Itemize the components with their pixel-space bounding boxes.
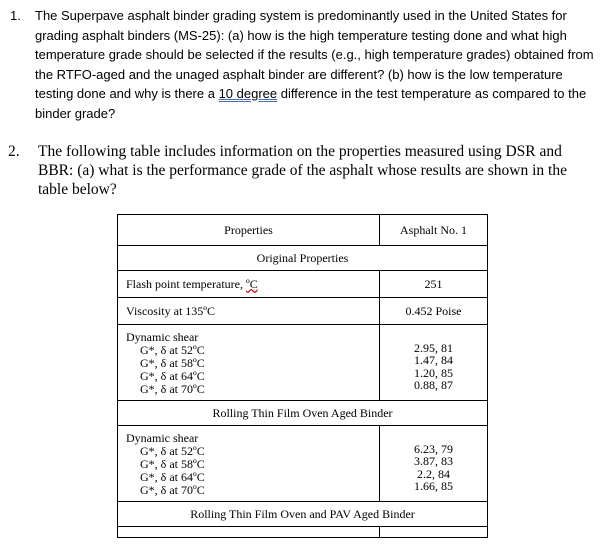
dsr-label-52: G*, δ at 52ºC	[140, 343, 205, 357]
question-1-number: 1.	[10, 8, 21, 23]
question-1-text	[35, 6, 600, 123]
original-value-52: 2.95, 81	[414, 340, 453, 355]
dsr-label-58: G*, δ at 58ºC	[140, 356, 205, 370]
header-properties: Properties	[118, 215, 380, 246]
dsr-rtfo-label-64: G*, δ at 64ºC	[140, 470, 205, 484]
question-1-text-b: difference in the test temperature as compared to the binder grade?	[35, 86, 587, 121]
cutoff-cell-right	[380, 527, 488, 538]
table-cutoff-row	[118, 527, 488, 538]
original-value-58: 1.47, 84	[414, 353, 453, 367]
rtfo-value-70: 1.66, 85	[414, 479, 453, 493]
viscosity-row	[118, 298, 488, 325]
original-value-64: 1.20, 85	[414, 365, 453, 380]
dsr-rtfo-label-52: G*, δ at 52ºC	[140, 444, 205, 458]
question-1	[10, 6, 600, 123]
flash-point-value: 251	[380, 271, 488, 298]
section-rtfo-row	[118, 401, 488, 426]
dsr-rtfo-row	[118, 426, 488, 502]
question-2	[8, 142, 600, 199]
dsr-label-64: G*, δ at 64ºC	[140, 369, 205, 383]
dsr-rtfo-values	[380, 426, 488, 502]
flash-point-unit: ºC	[245, 276, 258, 291]
dsr-original-values	[380, 325, 488, 401]
section-original-row	[118, 246, 488, 271]
dynamic-shear-label: Dynamic shear	[126, 330, 199, 344]
question-1-underlined: 10 degree	[218, 86, 278, 101]
flash-point-row	[118, 271, 488, 298]
section-rtfo: Rolling Thin Film Oven Aged Binder	[118, 401, 488, 426]
rtfo-value-64: 2.2, 84	[417, 466, 450, 481]
question-2-text: The following table includes information on the properties measured using DSR and BBR: (a) what is the performance grade of the asphalt whose results are shown in the table below?	[38, 143, 567, 198]
header-asphalt: Asphalt No. 1	[380, 215, 488, 246]
dsr-label-70: G*, δ at 70ºC	[140, 382, 205, 396]
original-value-70: 0.88, 87	[414, 378, 453, 392]
section-rtfo-pav-row	[118, 502, 488, 527]
cutoff-cell-left	[118, 527, 380, 538]
section-rtfo-pav: Rolling Thin Film Oven and PAV Aged Binder	[118, 502, 488, 527]
viscosity-label: Viscosity at 135ºC	[118, 298, 380, 325]
rtfo-value-58: 3.87, 83	[414, 454, 453, 468]
viscosity-value: 0.452 Poise	[380, 298, 488, 325]
rtfo-value-52: 6.23, 79	[414, 441, 453, 456]
dsr-rtfo-labels	[118, 426, 380, 502]
dsr-original-labels	[118, 325, 380, 401]
properties-table	[117, 214, 488, 538]
dsr-rtfo-label-58: G*, δ at 58ºC	[140, 457, 205, 471]
dsr-original-row	[118, 325, 488, 401]
flash-point-label	[118, 271, 380, 298]
question-1-text-a: The Superpave asphalt binder grading system is predominantly used in the United States for grading asphalt binders (MS-25): (a) how is the high temperature testing done and what high temperature grade should be selected if the results (e.g., high temperature grades) obtained from the RTFO-aged and the unaged asphalt binder are different? (b) how is the low temperature testing done and why is there a	[35, 8, 594, 101]
flash-point-label-text: Flash point temperature,	[126, 276, 246, 291]
dsr-rtfo-label-70: G*, δ at 70ºC	[140, 483, 205, 497]
dynamic-shear-label-rtfo: Dynamic shear	[126, 431, 199, 445]
question-2-number: 2.	[8, 143, 20, 160]
table-header-row	[118, 215, 488, 246]
section-original: Original Properties	[118, 246, 488, 271]
